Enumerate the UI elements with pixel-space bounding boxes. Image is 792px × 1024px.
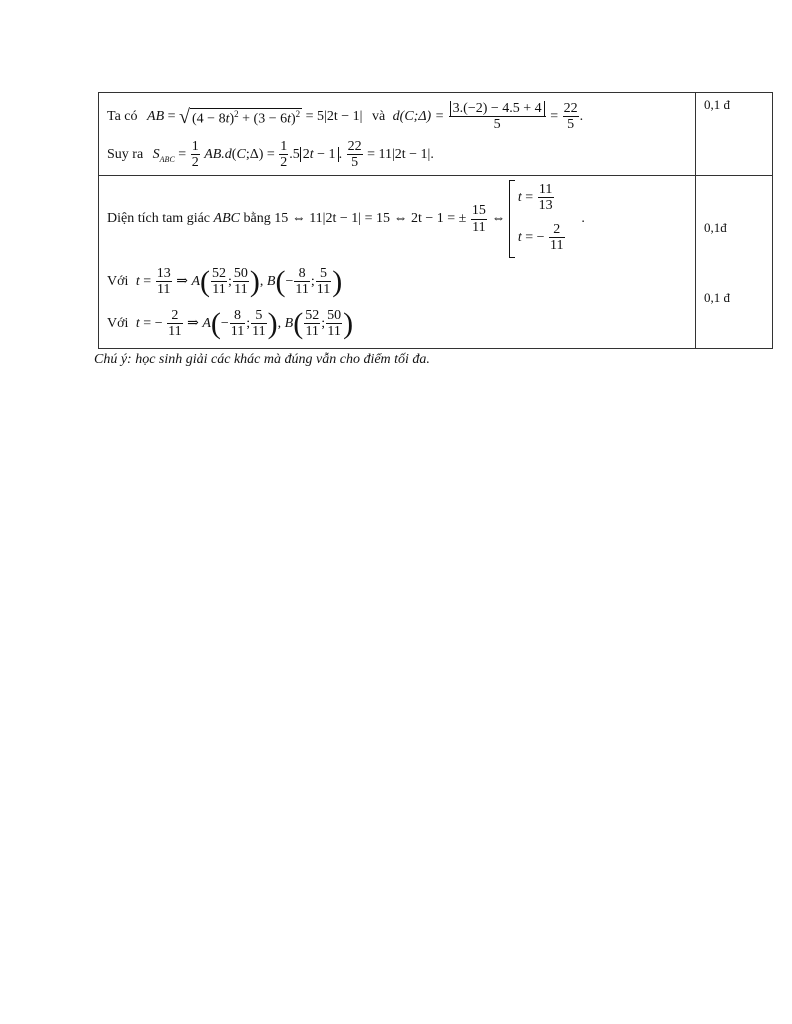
and-text: và <box>371 109 386 125</box>
grading-note: Chú ý: học sinh giải các khác mà đúng vẫn cho điểm tối đa. <box>94 352 430 367</box>
area-equation: bằng 15 ⇔ 11|2t − 1| = 15 ⇔ 2t − 1 = ± <box>243 211 467 226</box>
solution-bracket: t = $\frac{11}{13}$ t = − $\frac{2}{11}$ <box>509 180 578 258</box>
triangle-name: ABC <box>213 211 240 226</box>
grading-table <box>98 92 773 349</box>
score-value: 0,1đ <box>704 220 727 235</box>
suy-ra-text: Suy ra <box>107 147 144 163</box>
distance-label: d(C;Δ) = <box>392 109 445 125</box>
score-value: 0,1 đ <box>704 290 730 305</box>
score-cell <box>696 176 773 349</box>
distance-denominator: 5 <box>493 117 501 133</box>
score-value: 0,1 đ <box>704 97 730 112</box>
case-one-line: Với t = $\frac{13}{11}$ ⇒ A( $\frac{52}{11}$ ; $\frac{50}{11}$ ), B(− $\frac{8}{11}$ ; $\frac{5}{11}$ ) <box>107 264 343 298</box>
ab-distance-line: Ta có AB = √ $(4 - 8t)^2 + (3 - 6t)^2 = 5|2t - 1|$ và d(C;Δ) = $\frac{3.(-2) - 4.5 + 4}{5}$ = $\frac{22}{5}$ . <box>107 101 584 133</box>
intro-text: Ta có <box>107 109 138 125</box>
distance-result: $\frac{22}{5}$ <box>563 101 578 133</box>
distance-numerator: 3.(−2) − 4.5 + 4 <box>450 101 545 116</box>
solution-cell <box>99 176 696 349</box>
distance-fraction <box>449 101 546 133</box>
solution-cell <box>99 93 696 176</box>
area-result: = 11|2t − 1|. <box>367 147 434 163</box>
score-cell <box>696 93 773 176</box>
area-line: Suy ra $S_{ABC}$ = $\frac{1}{2}$ AB.d(C;Δ) = $\frac{1}{2}$ .5 2t − 1 . $\frac{22}{5}$ = 11|2t − 1|. <box>107 139 434 171</box>
area-equation-line: Diện tích tam giác ABC bằng 15 ⇔ 11|2t − 1| = 15 ⇔ 2t − 1 = ± $\frac{15}{11}$ ⇔ t = $\frac{11}{13}$ t = − $\frac{2}{11}$ . <box>107 180 585 258</box>
area-intro-text: Diện tích tam giác <box>107 211 211 226</box>
table-row <box>99 176 773 349</box>
table-row <box>99 93 773 176</box>
sqrt-expression: √ $(4 - 8t)^2 + (3 - 6t)^2$ <box>179 105 301 128</box>
case-two-line: Với t = − $\frac{2}{11}$ ⇒ A(− $\frac{8}{11}$ ; $\frac{5}{11}$ ), B( $\frac{52}{11}$ ; $\frac{50}{11}$ ) <box>107 306 354 340</box>
ab-result: = 5|2t − 1| <box>305 109 363 125</box>
